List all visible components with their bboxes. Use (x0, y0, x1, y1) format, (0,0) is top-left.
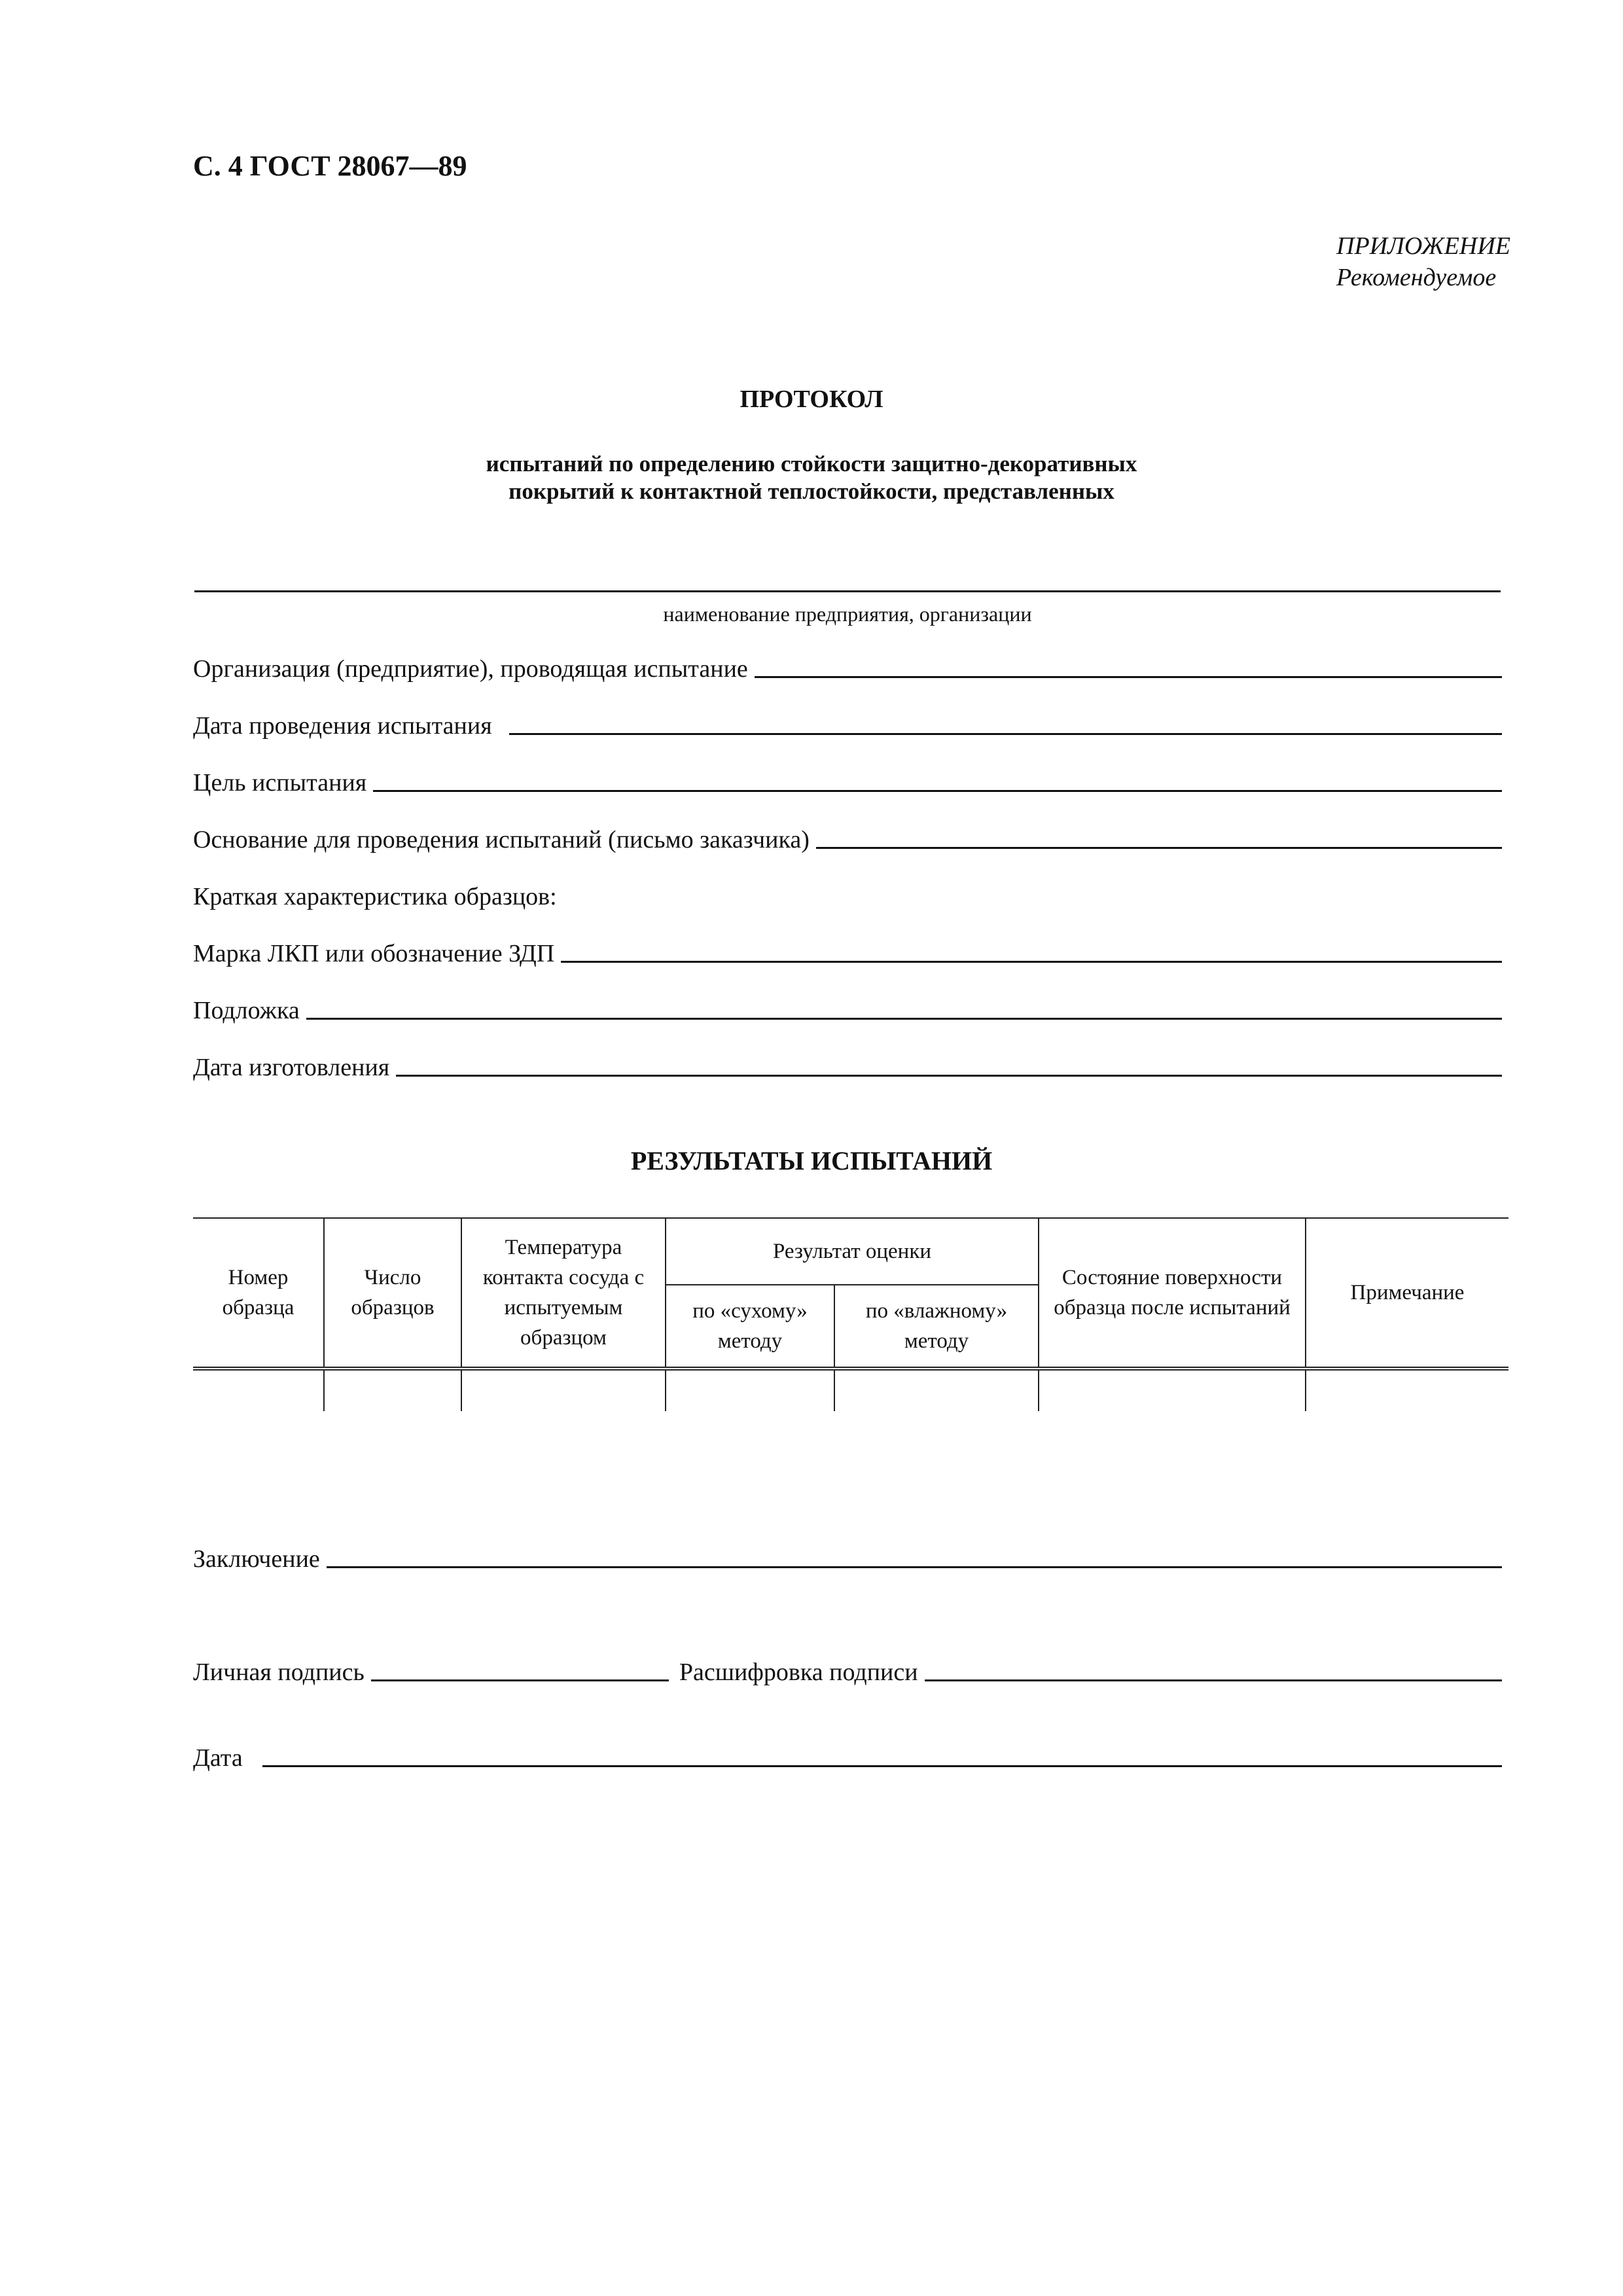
field-conclusion (193, 1541, 1502, 1573)
page-header: С. 4 ГОСТ 28067—89 (193, 150, 467, 182)
field-date (193, 1740, 1502, 1772)
table-row (193, 1369, 1508, 1411)
blank-line (925, 1679, 1502, 1681)
header-note: Примечание (1306, 1218, 1508, 1369)
blank-line (509, 733, 1502, 735)
results-table (193, 1217, 1508, 1411)
field-label: Организация (предприятие), проводящая испытание (193, 655, 748, 683)
field-signature (193, 1654, 1502, 1687)
field-label: Дата проведения испытания (193, 712, 492, 740)
header-result: Результат оценки (666, 1218, 1039, 1285)
blank-line (373, 790, 1502, 792)
table-cell (834, 1369, 1039, 1411)
blank-line (371, 1679, 669, 1681)
field-label: Заключение (193, 1545, 320, 1573)
blank-line (327, 1566, 1502, 1568)
blank-line (561, 961, 1502, 963)
field-label: Основание для проведения испытаний (письмо заказчика) (193, 826, 810, 853)
header-temperature: Температура контакта сосуда с испытуемым образцом (461, 1218, 666, 1369)
field-label: Краткая характеристика образцов: (193, 883, 557, 910)
field-label: Марка ЛКП или обозначение ЗДП (193, 940, 555, 967)
table-cell (324, 1369, 461, 1411)
field-label: Дата изготовления (193, 1054, 390, 1081)
subtitle-line-1: испытаний по определению стойкости защитно-декоративных (486, 451, 1137, 476)
header-surface: Состояние поверхности образца после испытаний (1039, 1218, 1306, 1369)
field-label: Подложка (193, 997, 300, 1024)
blank-line (755, 676, 1502, 678)
table-cell (1306, 1369, 1508, 1411)
table-cell (666, 1369, 834, 1411)
field-manufacture-date (193, 1049, 1502, 1082)
field-test-date (193, 708, 1502, 740)
field-label: Цель испытания (193, 769, 367, 797)
header-sample-no: Номер образца (193, 1218, 324, 1369)
table-cell (461, 1369, 666, 1411)
appendix-block (1336, 230, 1510, 293)
blank-line (262, 1765, 1502, 1767)
appendix-label: ПРИЛОЖЕНИЕ (1336, 232, 1510, 260)
blank-line (306, 1018, 1502, 1020)
header-dry: по «сухому» методу (666, 1285, 834, 1369)
table-cell (193, 1369, 324, 1411)
blank-line (396, 1075, 1502, 1077)
field-test-purpose (193, 764, 1502, 797)
field-test-basis (193, 821, 1502, 854)
field-sample-brief (193, 878, 1502, 911)
document-title: ПРОТОКОЛ (740, 386, 883, 413)
header-wet: по «влажному» методу (834, 1285, 1039, 1369)
organization-caption: наименование предприятия, организации (663, 602, 1032, 626)
table-cell (1039, 1369, 1306, 1411)
field-label: Дата (193, 1744, 243, 1772)
field-label-decode: Расшифровка подписи (679, 1659, 918, 1686)
field-paint-brand (193, 935, 1502, 968)
organization-name-line (194, 590, 1501, 592)
document-subtitle (0, 450, 1623, 505)
results-title: РЕЗУЛЬТАТЫ ИСПЫТАНИЙ (630, 1146, 993, 1175)
blank-line (816, 847, 1502, 849)
appendix-type: Рекомендуемое (1336, 264, 1497, 291)
field-substrate (193, 992, 1502, 1025)
field-org-testing (193, 651, 1502, 683)
field-label: Личная подпись (193, 1659, 365, 1686)
subtitle-line-2: покрытий к контактной теплостойкости, представленных (508, 478, 1115, 504)
header-count: Число образцов (324, 1218, 461, 1369)
